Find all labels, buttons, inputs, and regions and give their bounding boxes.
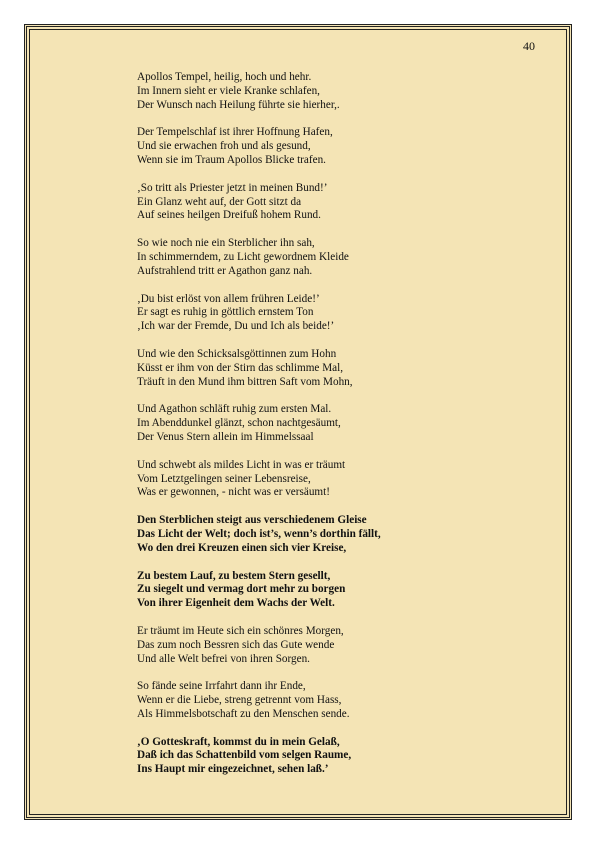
stanza [137, 736, 477, 777]
poem-line: Im Innern sieht er viele Kranke schlafen, [137, 84, 320, 97]
poem-line: Er träumt im Heute sich ein schönres Morgen, [137, 624, 344, 637]
poem-line: Küsst er ihm von der Stirn das schlimme Mal, [137, 361, 344, 374]
stanza [137, 71, 477, 112]
poem-line: ‚So tritt als Priester jetzt in meinen Bund!’ [137, 181, 328, 194]
poem-line: Aufstrahlend tritt er Agathon ganz nah. [137, 264, 313, 277]
poem-line: Er sagt es ruhig in göttlich ernstem Ton [137, 306, 314, 319]
poem-line: ‚Du bist erlöst von allem frühren Leide!’ [137, 292, 320, 305]
stanza [137, 570, 477, 611]
poem-line: Wenn er die Liebe, streng getrennt vom Hass, [137, 694, 342, 707]
poem-line: Apollos Tempel, heilig, hoch und hehr. [137, 71, 312, 83]
poem-line: Auf seines heilgen Dreifuß hohem Rund. [137, 209, 321, 222]
poem-line: Zu siegelt und vermag dort mehr zu borgen [137, 583, 346, 596]
poem-line: Das Licht der Welt; doch ist’s, wenn’s dorthin fällt, [137, 527, 381, 540]
page-number: 40 [523, 39, 535, 53]
stanza [137, 514, 477, 555]
poem-line: Das zum noch Bessren sich das Gute wende [137, 638, 335, 651]
poem-line: Der Venus Stern allein im Himmelssaal [137, 430, 314, 443]
poem [137, 71, 477, 791]
poem-line: ‚Ich war der Fremde, Du und Ich als beide!’ [137, 320, 335, 333]
poem-line: Den Sterblichen steigt aus verschiedenem Gleise [137, 514, 367, 527]
poem-line: Und schwebt als mildes Licht in was er träumt [137, 458, 346, 471]
poem-line: Ein Glanz weht auf, der Gott sitzt da [137, 195, 302, 208]
poem-line: So fände seine Irrfahrt dann ihr Ende, [137, 680, 306, 693]
poem-line: Zu bestem Lauf, zu bestem Stern gesellt, [137, 569, 331, 582]
stanza [137, 403, 477, 444]
poem-line: Und wie den Schicksalsgöttinnen zum Hohn [137, 347, 337, 360]
poem-line: Ins Haupt mir eingezeichnet, sehen laß.’ [137, 763, 329, 776]
stanza [137, 348, 477, 389]
page [24, 24, 572, 820]
poem-line: So wie noch nie ein Sterblicher ihn sah, [137, 237, 315, 250]
poem-line: Und alle Welt befrei von ihren Sorgen. [137, 652, 310, 665]
poem-line: Träuft in den Mund ihm bittren Saft vom Mohn, [137, 375, 353, 388]
poem-line: Vom Letztgelingen seiner Lebensreise, [137, 472, 311, 485]
stanza [137, 680, 477, 721]
poem-line: ‚O Gotteskraft, kommst du in mein Gelaß, [137, 735, 340, 748]
poem-line: Im Abenddunkel glänzt, schon nachtgesäumt, [137, 417, 341, 430]
stanza [137, 293, 477, 334]
poem-line: Und sie erwachen froh und als gesund, [137, 140, 311, 153]
stanza [137, 625, 477, 666]
poem-line: Wenn sie im Traum Apollos Blicke trafen. [137, 153, 326, 166]
poem-line: Was er gewonnen, - nicht was er versäumt! [137, 486, 330, 499]
stanza [137, 237, 477, 278]
stanza [137, 182, 477, 223]
stanza [137, 459, 477, 500]
poem-line: Der Wunsch nach Heilung führte sie hierher,. [137, 98, 340, 111]
poem-line: Der Tempelschlaf ist ihrer Hoffnung Hafen, [137, 126, 333, 139]
poem-line: Und Agathon schläft ruhig zum ersten Mal. [137, 403, 332, 416]
poem-line: Als Himmelsbotschaft zu den Menschen sende. [137, 707, 350, 720]
stanza [137, 126, 477, 167]
poem-line: Von ihrer Eigenheit dem Wachs der Welt. [137, 597, 335, 610]
poem-line: Wo den drei Kreuzen einen sich vier Kreise, [137, 541, 347, 554]
poem-line: In schimmerndem, zu Licht gewordnem Kleide [137, 250, 349, 263]
poem-line: Daß ich das Schattenbild vom selgen Raume, [137, 749, 352, 762]
